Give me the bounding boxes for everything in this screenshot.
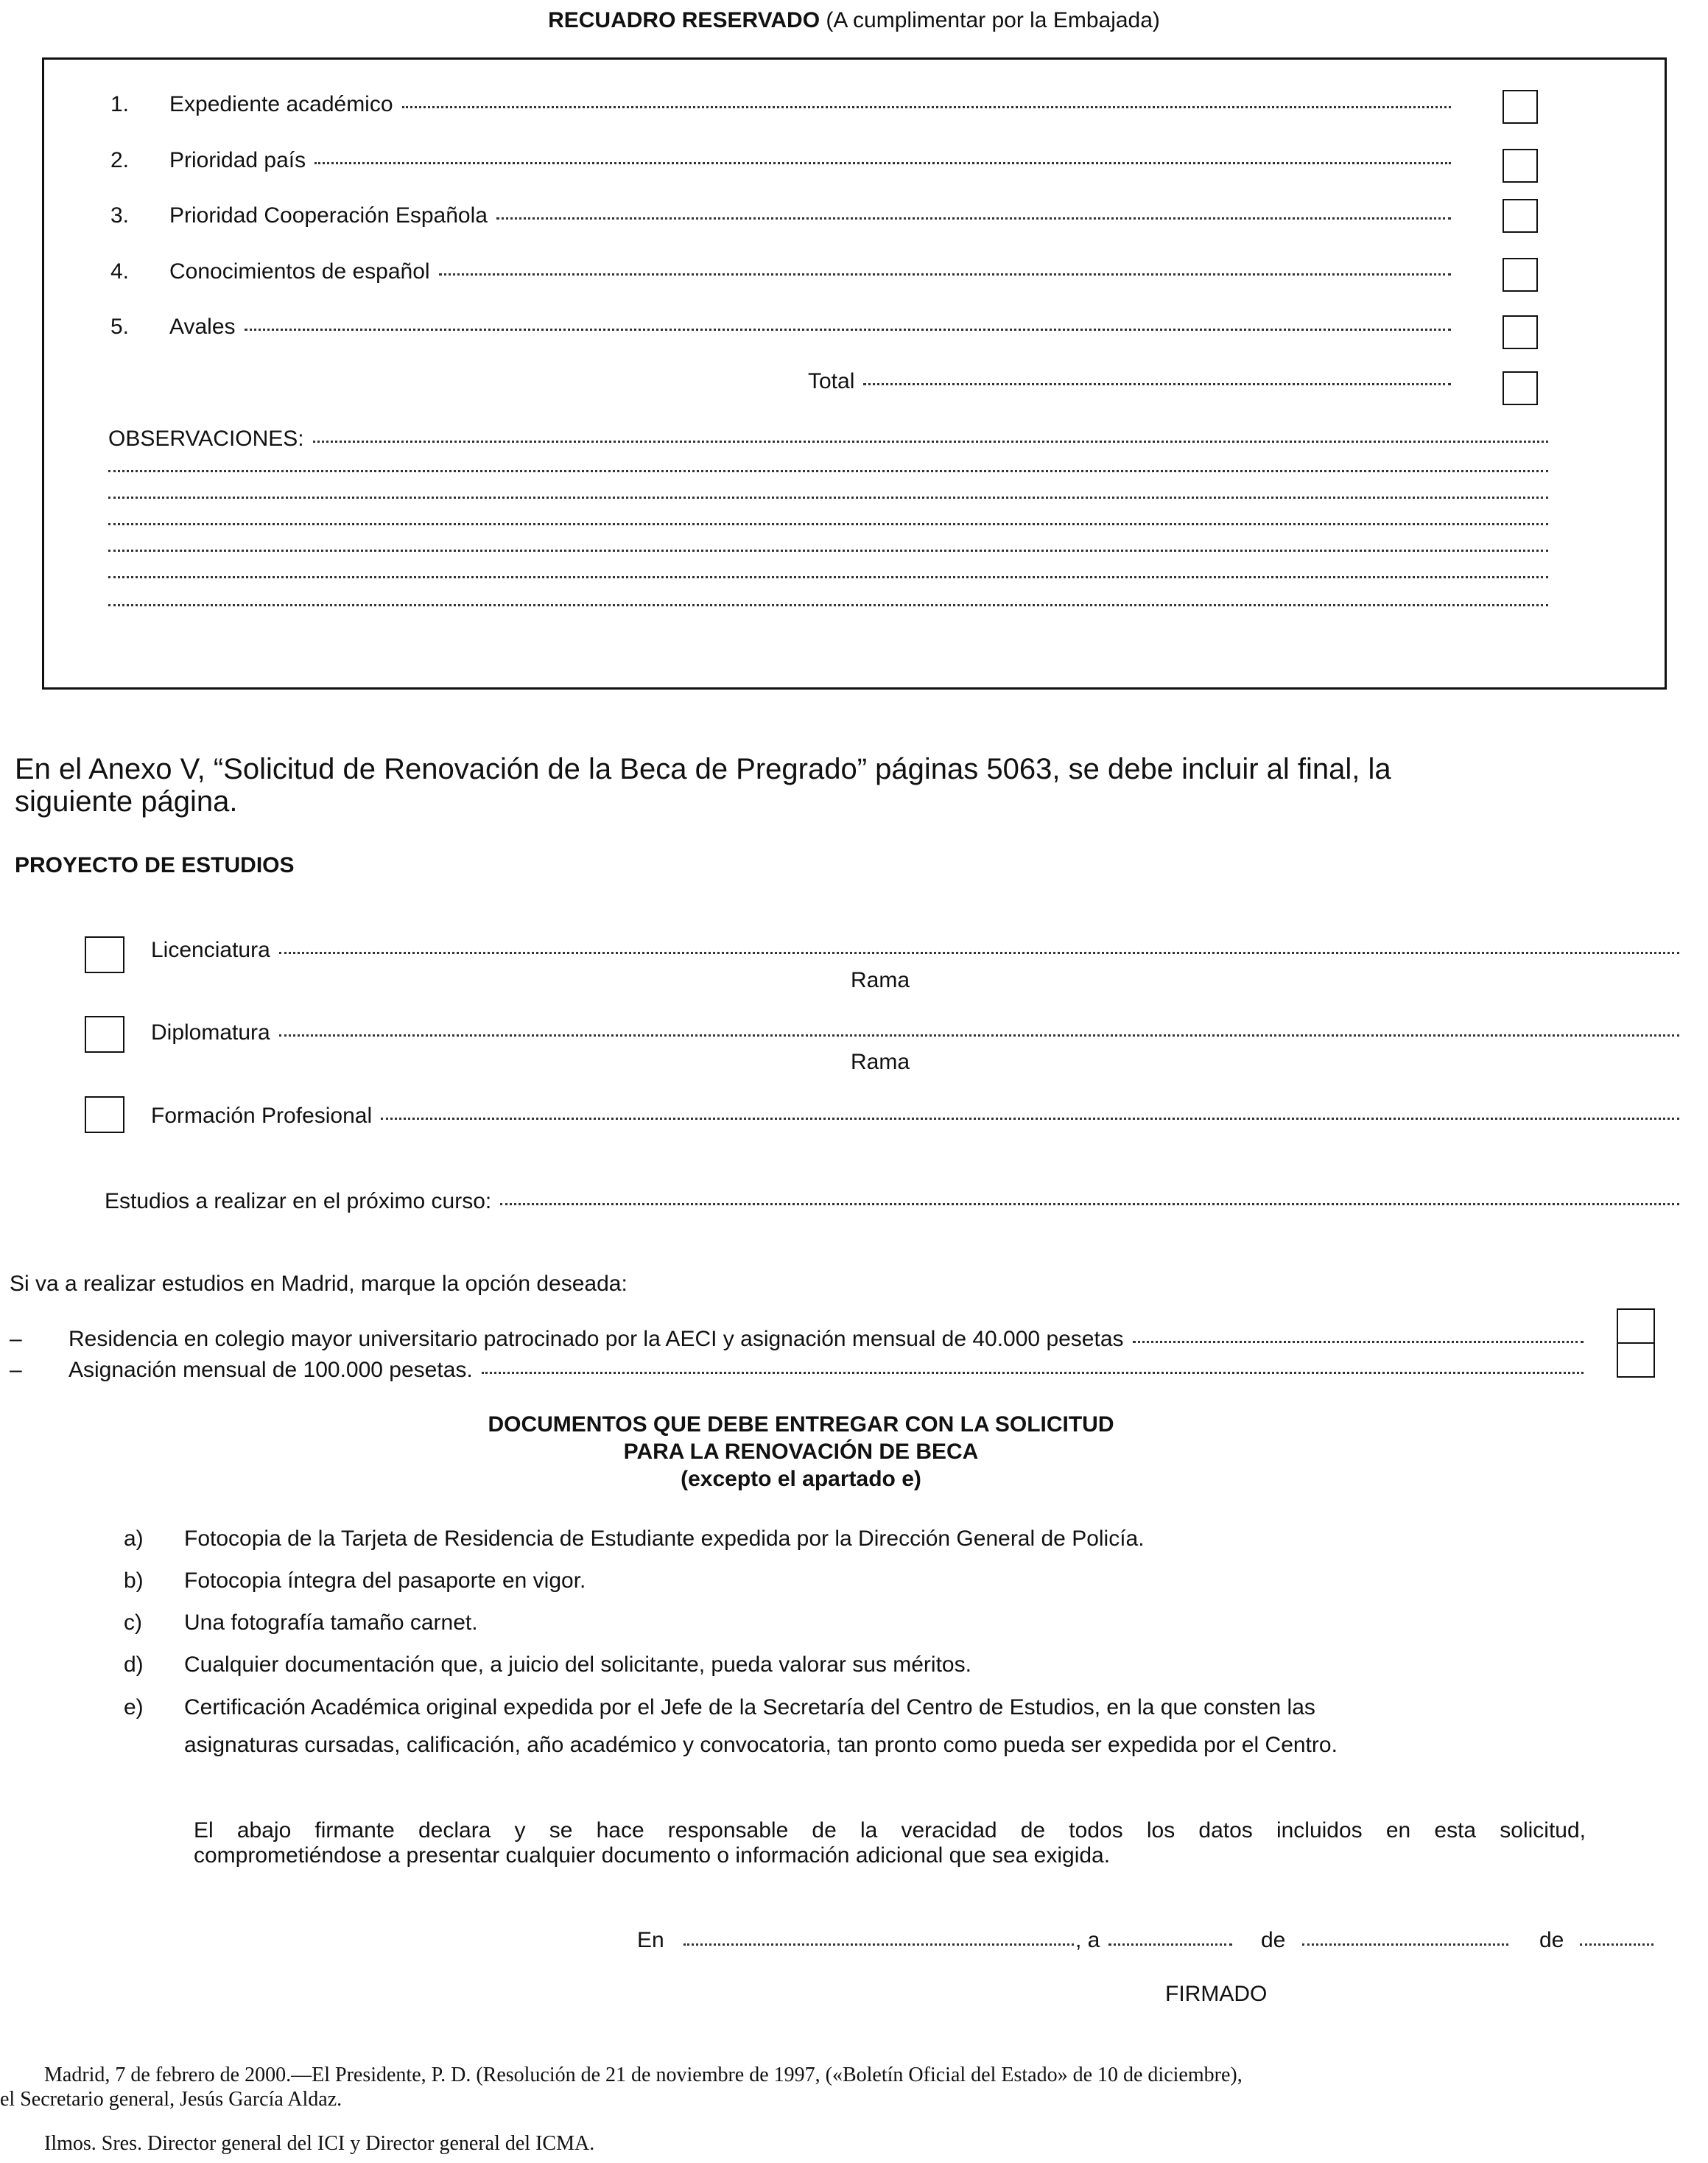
item-label: Prioridad país [169, 148, 306, 172]
notice-line-1: En el Anexo V, “Solicitud de Renovación de la Beca de Pregrado” páginas 5063, se debe incluir al final, la [15, 753, 1391, 785]
observations-line[interactable] [108, 523, 1548, 525]
next-course-label: Estudios a realizar en el próximo curso: [105, 1189, 492, 1213]
document-text: Cualquier documentación que, a juicio del solicitante, pueda valorar sus méritos. [184, 1652, 971, 1677]
licenciatura-checkbox[interactable] [85, 936, 124, 973]
reserved-title [0, 7, 1708, 34]
documents-heading-line-2: PARA LA RENOVACIÓN DE BECA [623, 1440, 979, 1464]
residencia-checkbox[interactable] [1617, 1308, 1655, 1344]
item-number: 1. [110, 92, 130, 116]
sign-de-label: de [1261, 1928, 1286, 1952]
asignacion-checkbox[interactable] [1617, 1342, 1655, 1378]
notice-line-2: siguiente página. [15, 785, 238, 818]
total-row [808, 368, 1451, 395]
madrid-option-asignacion [68, 1357, 1584, 1384]
score-box[interactable] [1503, 258, 1538, 292]
licenciatura-row [151, 937, 1679, 964]
footer-resolution [0, 2063, 1708, 2111]
footer-addressees: Ilmos. Sres. Director general del ICI y Director general del ICMA. [44, 2132, 595, 2155]
score-box[interactable] [1503, 199, 1538, 233]
item-label: Conocimientos de español [169, 259, 430, 284]
item-label: Prioridad Cooperación Española [169, 203, 488, 228]
document-letter: b) [124, 1568, 144, 1593]
documents-heading-line-3: (excepto el apartado e) [681, 1467, 921, 1491]
observations-line[interactable] [108, 576, 1548, 578]
signed-label: FIRMADO [1165, 1982, 1268, 2006]
item-number: 4. [110, 259, 130, 284]
observations-row [108, 426, 1548, 452]
observations-label: OBSERVACIONES: [108, 427, 304, 451]
declaration-paragraph [194, 1818, 1586, 1868]
diplomatura-label: Diplomatura [151, 1020, 270, 1045]
documents-heading [0, 1411, 1708, 1493]
option-label: Asignación mensual de 100.000 pesetas. [68, 1358, 473, 1382]
total-box[interactable] [1503, 371, 1538, 405]
rama-label: Rama [851, 968, 910, 992]
reserved-title-note: (A cumplimentar por la Embajada) [826, 8, 1160, 32]
option-dash: – [10, 1327, 22, 1351]
sign-day-field[interactable] [1108, 1943, 1232, 1946]
total-label: Total [808, 369, 855, 393]
sign-en-label: En [637, 1928, 664, 1952]
item-row [169, 91, 1451, 118]
reserved-title-bold: RECUADRO RESERVADO [548, 8, 820, 32]
sign-a-label: , a [1075, 1928, 1100, 1952]
document-text: Certificación Académica original expedida por el Jefe de la Secretaría del Centro de Estudios, en la que consten las [184, 1695, 1315, 1719]
document-text: Fotocopia íntegra del pasaporte en vigor. [184, 1568, 586, 1593]
document-letter: c) [124, 1610, 142, 1635]
item-label: Avales [169, 315, 236, 339]
formacion-row [151, 1103, 1679, 1129]
item-number: 2. [110, 148, 130, 172]
document-text: Una fotografía tamaño carnet. [184, 1610, 478, 1635]
score-box[interactable] [1503, 90, 1538, 124]
item-row [169, 203, 1451, 229]
formacion-label: Formación Profesional [151, 1104, 373, 1128]
score-box[interactable] [1503, 149, 1538, 183]
document-letter: e) [124, 1695, 144, 1719]
item-row [169, 314, 1451, 340]
declaration-line-1: El abajo firmante declara y se hace responsable de la veracidad de todos los datos incluidos en esta solicitud, [194, 1818, 1586, 1843]
formacion-checkbox[interactable] [85, 1096, 124, 1133]
document-letter: d) [124, 1652, 144, 1677]
item-row [169, 259, 1451, 285]
item-number: 3. [110, 203, 130, 228]
madrid-question: Si va a realizar estudios en Madrid, marque la opción deseada: [10, 1272, 628, 1296]
document-text-continued: asignaturas cursadas, calificación, año académico y convocatoria, tan pronto como pueda ser expedida por el Centro. [184, 1733, 1338, 1757]
option-label: Residencia en colegio mayor universitario patrocinado por la AECI y asignación mensual de 40.000 pesetas [68, 1327, 1124, 1351]
item-row [169, 147, 1451, 174]
madrid-option-residencia [68, 1326, 1584, 1353]
sign-year-field[interactable] [1580, 1943, 1653, 1946]
sign-place-field[interactable] [683, 1943, 1074, 1946]
documents-heading-line-1: DOCUMENTOS QUE DEBE ENTREGAR CON LA SOLICITUD [488, 1412, 1114, 1437]
footer-line-1: Madrid, 7 de febrero de 2000.—El Presidente, P. D. (Resolución de 21 de noviembre de 1997, («Boletín Oficial del Estado» de 10 de diciembre), [44, 2064, 1243, 2086]
rama-label: Rama [851, 1050, 910, 1074]
observations-line[interactable] [108, 604, 1548, 606]
footer-line-2: el Secretario general, Jesús García Aldaz. [0, 2088, 342, 2111]
observations-line[interactable] [108, 550, 1548, 552]
item-number: 5. [110, 315, 130, 339]
next-course-row [105, 1188, 1679, 1215]
option-dash: – [10, 1358, 22, 1382]
notice-paragraph [15, 753, 1391, 818]
sign-month-field[interactable] [1302, 1943, 1508, 1946]
document-text: Fotocopia de la Tarjeta de Residencia de Estudiante expedida por la Dirección General de Policía. [184, 1526, 1145, 1551]
sign-de-label: de [1539, 1928, 1564, 1952]
observations-line[interactable] [108, 470, 1548, 472]
item-label: Expediente académico [169, 92, 393, 116]
licenciatura-label: Licenciatura [151, 938, 270, 962]
project-heading: PROYECTO DE ESTUDIOS [15, 853, 295, 877]
score-box[interactable] [1503, 315, 1538, 349]
document-letter: a) [124, 1526, 144, 1551]
diplomatura-checkbox[interactable] [85, 1016, 124, 1053]
diplomatura-row [151, 1020, 1679, 1046]
observations-line[interactable] [108, 497, 1548, 499]
declaration-line-2: comprometiéndose a presentar cualquier documento o información adicional que sea exigida. [194, 1843, 1111, 1868]
